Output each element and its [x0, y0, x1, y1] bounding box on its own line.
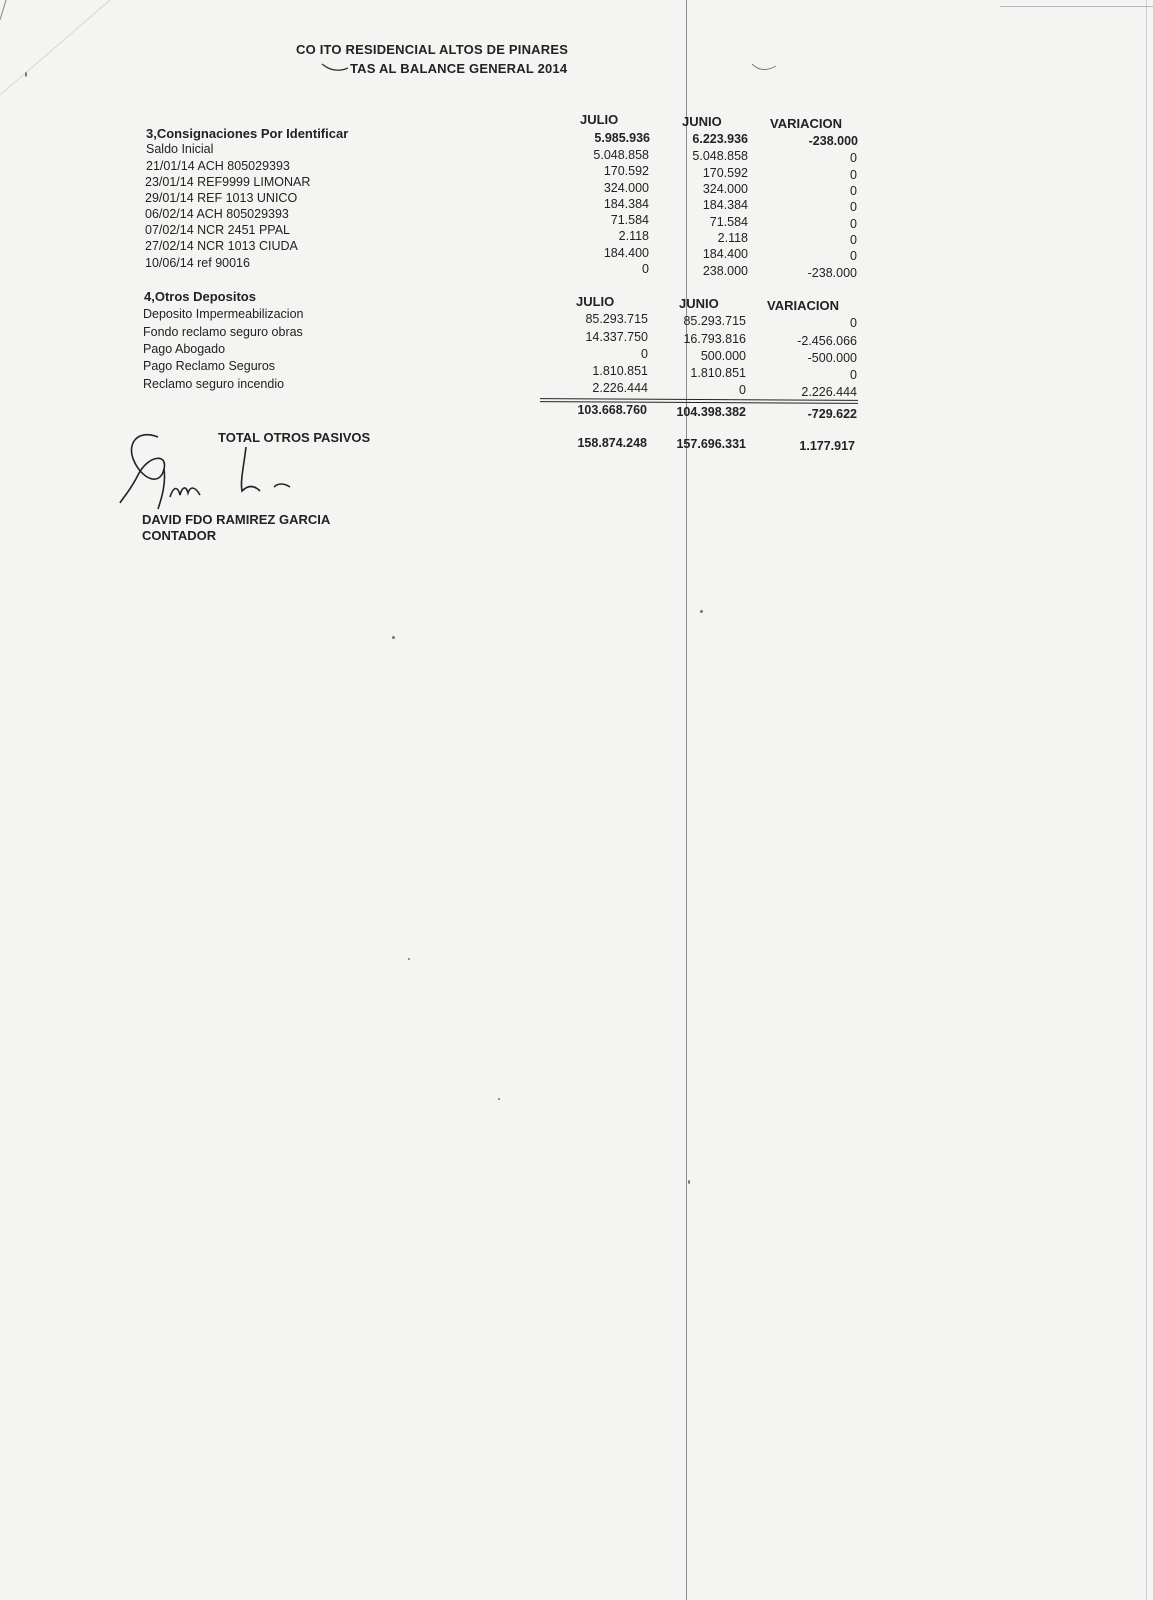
row-label: Saldo Inicial	[146, 142, 214, 156]
row-label: Pago Reclamo Seguros	[143, 359, 276, 373]
col-junio-header: JUNIO	[682, 114, 722, 129]
scan-speck	[688, 1180, 690, 1184]
ink-smudge	[750, 60, 780, 74]
row-junio: 16.793.816	[683, 332, 746, 346]
row-julio: 71.584	[610, 213, 649, 227]
signatory-name: DAVID FDO RAMIREZ GARCIA	[142, 512, 331, 527]
row-julio: 184.400	[603, 246, 649, 260]
row-julio: 170.592	[603, 164, 649, 178]
row-variacion: -500.000	[807, 351, 857, 365]
row-variacion: 0	[850, 200, 857, 214]
section-total-junio: 104.398.382	[676, 405, 746, 419]
row-junio: 71.584	[709, 215, 748, 229]
row-julio: 0	[642, 262, 649, 276]
row-label: 23/01/14 REF9999 LIMONAR	[145, 175, 311, 189]
row-label: 06/02/14 ACH 805029393	[145, 207, 289, 221]
row-julio: 184.384	[603, 197, 649, 211]
scan-speck	[392, 636, 395, 639]
row-julio: 85.293.715	[585, 312, 648, 326]
row-label: Fondo reclamo seguro obras	[143, 325, 303, 339]
row-variacion: 0	[850, 233, 857, 247]
scan-speck	[25, 72, 27, 77]
grand-total-junio: 157.696.331	[676, 437, 746, 451]
row-junio: 184.384	[702, 198, 748, 212]
row-julio: 2.226.444	[592, 381, 648, 395]
row-variacion: 0	[850, 151, 857, 165]
row-julio: 1.810.851	[592, 364, 648, 378]
scan-edge-top	[1000, 6, 1153, 7]
row-label: 07/02/14 NCR 2451 PPAL	[145, 223, 291, 237]
row-junio: 0	[739, 383, 746, 397]
row-junio: 2.118	[717, 231, 748, 245]
section-title: 3,Consignaciones Por Identificar	[146, 126, 349, 141]
scan-speck	[498, 1098, 500, 1100]
row-junio: 500.000	[700, 349, 746, 363]
col-julio-header: JULIO	[576, 294, 615, 309]
section-title: 4,Otros Depositos	[144, 289, 256, 304]
row-junio: 1.810.851	[690, 366, 746, 380]
col-variacion-header: VARIACION	[770, 116, 842, 131]
row-julio: 0	[641, 347, 648, 361]
section-total-junio: 6.223.936	[692, 132, 748, 146]
col-julio-header: JULIO	[580, 112, 619, 127]
row-label: 27/02/14 NCR 1013 CIUDA	[145, 239, 298, 253]
scan-speck	[408, 958, 410, 960]
row-julio: 14.337.750	[585, 330, 648, 344]
row-label: Pago Abogado	[143, 342, 226, 356]
scan-edge-line	[1146, 0, 1147, 1600]
row-variacion: -238.000	[807, 266, 857, 280]
row-junio: 324.000	[702, 182, 748, 196]
scan-speck	[700, 610, 703, 613]
row-julio: 2.118	[618, 229, 649, 243]
row-variacion: 0	[850, 368, 857, 382]
grand-total-julio: 158.874.248	[577, 436, 647, 450]
row-label: Reclamo seguro incendio	[143, 377, 285, 391]
row-label: 21/01/14 ACH 805029393	[146, 159, 290, 173]
grand-total-label: TOTAL OTROS PASIVOS	[218, 430, 371, 445]
row-label: 29/01/14 REF 1013 UNICO	[145, 191, 298, 205]
document-subtitle: TAS AL BALANCE GENERAL 2014	[350, 61, 568, 76]
row-variacion: 0	[850, 217, 857, 231]
row-label: 10/06/14 ref 90016	[145, 256, 250, 270]
row-variacion: 0	[850, 168, 857, 182]
row-variacion: 0	[850, 249, 857, 263]
section-total-variacion: -238.000	[808, 134, 858, 148]
row-variacion: -2.456.066	[797, 334, 857, 348]
scan-fold-line	[686, 0, 687, 1600]
handwritten-signature	[118, 425, 308, 525]
signatory-role: CONTADOR	[142, 528, 217, 543]
section-total-julio: 103.668.760	[577, 403, 647, 417]
row-variacion: 2.226.444	[801, 385, 857, 399]
ink-smudge	[320, 62, 350, 74]
document-title: CO ITO RESIDENCIAL ALTOS DE PINARES	[296, 42, 569, 57]
row-variacion: 0	[850, 316, 857, 330]
row-junio: 85.293.715	[683, 314, 746, 328]
section-total-variacion: -729.622	[807, 407, 857, 421]
row-junio: 184.400	[702, 247, 748, 261]
col-junio-header: JUNIO	[679, 296, 719, 311]
row-julio: 5.048.858	[593, 148, 649, 162]
section-total-julio: 5.985.936	[594, 131, 650, 145]
row-junio: 238.000	[702, 264, 748, 278]
row-junio: 170.592	[702, 166, 748, 180]
page-corner-fold	[0, 0, 120, 110]
col-variacion-header: VARIACION	[767, 298, 839, 313]
row-variacion: 0	[850, 184, 857, 198]
grand-total-variacion: 1.177.917	[799, 439, 855, 453]
row-julio: 324.000	[603, 181, 649, 195]
row-label: Deposito Impermeabilizacion	[143, 307, 304, 321]
row-junio: 5.048.858	[692, 149, 748, 163]
